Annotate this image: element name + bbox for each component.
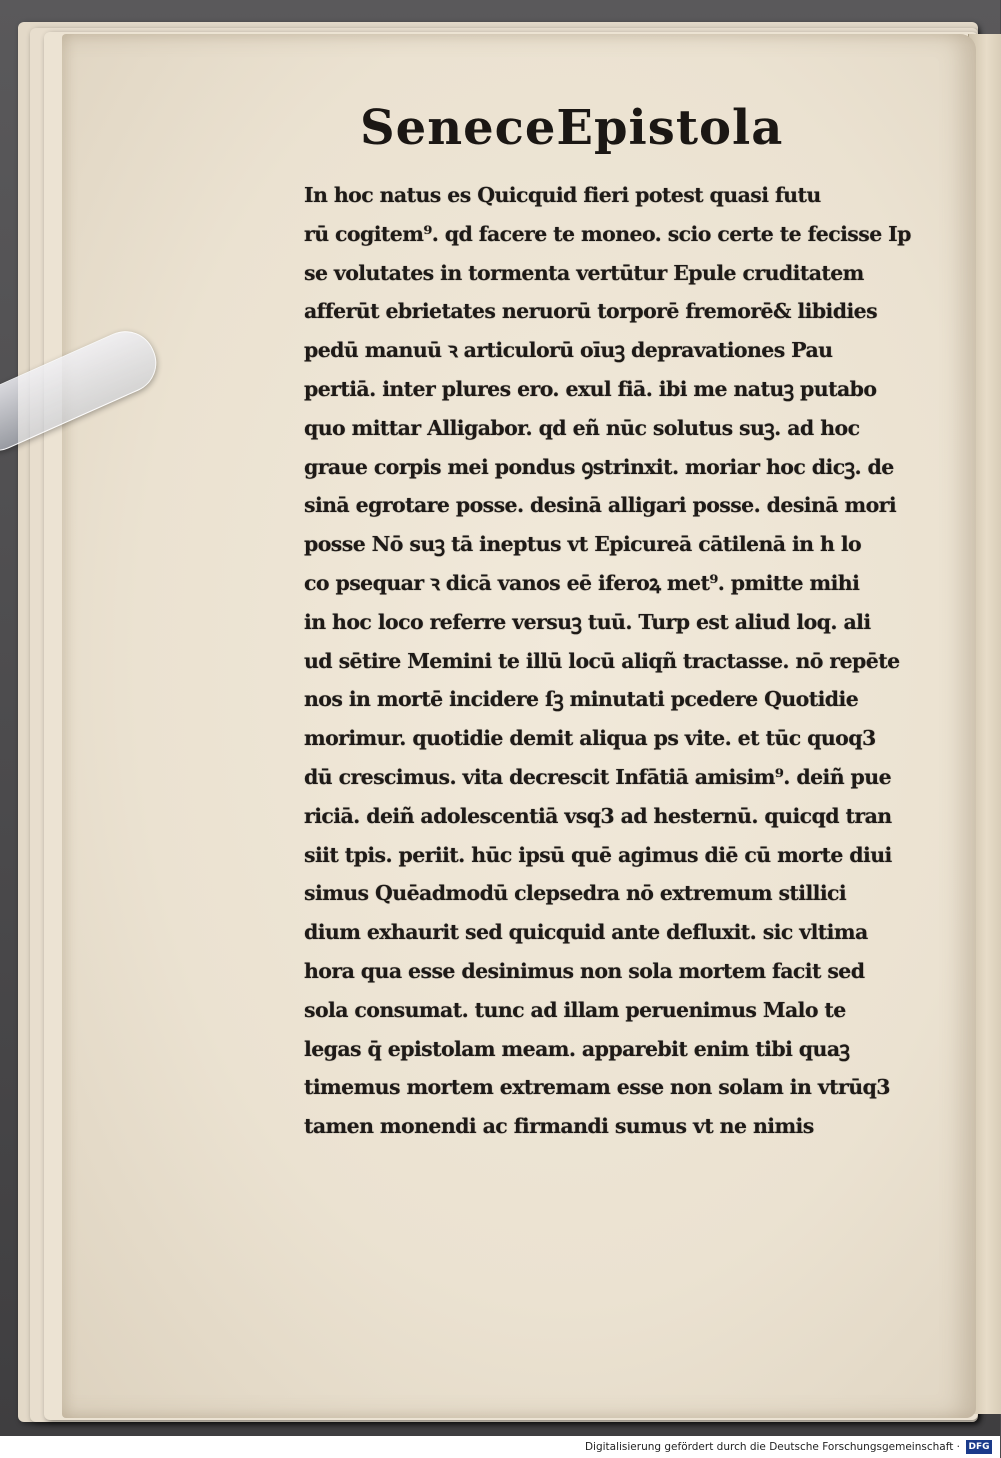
body-text — [304, 176, 911, 1146]
text-line: sola consumat. tunc ad illam peruenimus Malo te — [304, 997, 846, 1022]
text-line: simus Quēadmodū clepsedra nō extremum stillici — [304, 881, 847, 906]
text-line: graue corpis mei pondus ꝯstrinxit. moriar hoc dicꝫ. de — [304, 454, 894, 479]
text-line: riciā. deiñ adolescentiā vsq3 ad hesternū. quicqd tran — [304, 803, 892, 828]
footer-credit: Digitalisierung gefördert durch die Deutsche Forschungsgemeinschaft · — [584, 1441, 960, 1453]
text-line: dū crescimus. vita decrescit Infātiā amisim⁹. deiñ pue — [304, 764, 892, 789]
text-line: co psequar ꝛ dicā vanos eē iferoꝝ met⁹. pmitte mihi — [304, 570, 860, 595]
text-line: ud sētire Memini te illū locū aliqñ tractasse. nō repēte — [304, 648, 900, 673]
text-line: In hoc natus es Quicquid fieri potest quasi futu — [304, 183, 821, 207]
footer-bar — [0, 1436, 1000, 1458]
title-word: Senece — [360, 100, 557, 156]
text-line: pedū manuū ꝛ articulorū oīuꝫ depravationes Pau — [304, 338, 833, 363]
text-line: rū cogitem⁹. qd facere te moneo. scio certe te fecisse Ip — [304, 221, 911, 246]
page-title — [300, 100, 820, 156]
text-line: sinā egrotare posse. desinā alligari posse. desinā mori — [304, 493, 897, 518]
text-line: dium exhaurit sed quicquid ante defluxit. sic vltima — [304, 920, 868, 945]
text-line: pertiā. inter plures ero. exul fiā. ibi me natuꝫ putabo — [304, 376, 877, 401]
text-line: quo mittar Alligabor. qd eñ nūc solutus suꝫ. ad hoc — [304, 415, 860, 440]
text-line: siit tpis. periit. hūc ipsū quē agimus diē cū morte diui — [304, 842, 892, 867]
text-line: posse Nō suꝫ tā ineptus vt Epicureā cātilenā in h lo — [304, 532, 862, 557]
text-line: legas q̄ epistolam meam. apparebit enim tibi quaꝫ — [304, 1036, 850, 1061]
text-line: morimur. quotidie demit aliqua ps vite. et tūc quoq3 — [304, 726, 876, 751]
text-line: se volutates in tormenta vertūtur Epule cruditatem — [304, 260, 864, 285]
text-line: hora qua esse desinimus non sola mortem facit sed — [304, 958, 865, 983]
text-line: afferūt ebrietates neruorū torporē fremorē& libidies — [304, 299, 878, 324]
text-line: timemus mortem extremam esse non solam in vtrūq3 — [304, 1075, 890, 1100]
dfg-logo: DFG — [966, 1440, 992, 1454]
text-line: nos in mortē incidere ſꝫ minutati pcedere Quotidie — [304, 687, 859, 712]
title-word: Epistola — [556, 100, 784, 156]
text-line: in hoc loco referre versuꝫ tuū. Turp est aliud loq. ali — [304, 609, 871, 634]
text-line: tamen monendi ac firmandi sumus vt ne nimis — [304, 1114, 814, 1139]
